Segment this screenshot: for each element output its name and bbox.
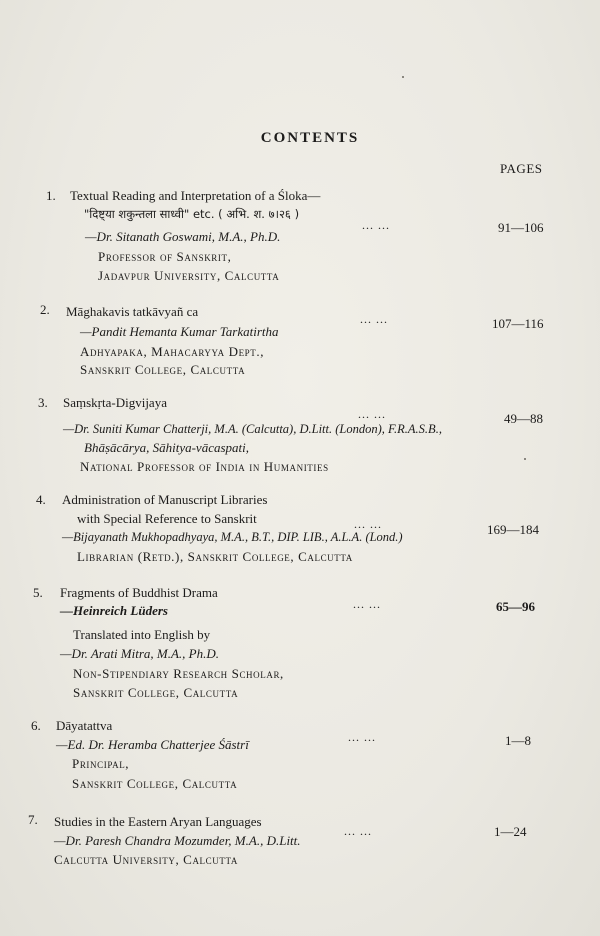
entry-leader-dots: ... ... bbox=[344, 824, 372, 838]
pages-column-label: PAGES bbox=[500, 161, 543, 176]
entry-translator: —Dr. Arati Mitra, M.A., Ph.D. bbox=[60, 646, 220, 661]
entry-pages: 65—96 bbox=[496, 599, 535, 614]
entry-number: 5. bbox=[33, 585, 43, 600]
entry-affiliation-line: National Professor of India in Humanities bbox=[80, 459, 329, 474]
entry-title: Studies in the Eastern Aryan Languages bbox=[54, 814, 262, 829]
entry-number: 6. bbox=[31, 718, 41, 733]
entry-author: —Dr. Sitanath Goswami, M.A., Ph.D. bbox=[85, 229, 281, 244]
entry-title: Textual Reading and Interpretation of a Śloka— bbox=[70, 188, 321, 203]
entry-leader-dots: ... ... bbox=[362, 218, 390, 232]
paper-speck bbox=[402, 76, 404, 78]
entry-author: —Pandit Hemanta Kumar Tarkatirtha bbox=[80, 324, 279, 339]
entry-leader-dots: ... ... bbox=[358, 407, 386, 421]
entry-pages: 49—88 bbox=[504, 411, 543, 426]
entry-pages: 91—106 bbox=[498, 220, 544, 235]
entry-affiliation-line: Librarian (Retd.), Sanskrit College, Calcutta bbox=[77, 549, 353, 564]
entry-affiliation-line: Non-Stipendiary Research Scholar, bbox=[73, 666, 284, 681]
entry-affiliation-line: Principal, bbox=[72, 756, 130, 771]
entry-title: Dāyatattva bbox=[56, 718, 113, 733]
entry-affiliation-line: Sanskrit College, Calcutta bbox=[80, 362, 246, 377]
entry-subtitle: with Special Reference to Sanskrit bbox=[77, 511, 257, 526]
entry-affiliation-line: Jadavpur University, Calcutta bbox=[98, 268, 280, 283]
entry-pages: 107—116 bbox=[492, 316, 544, 331]
entry-title: Saṃskṛta-Digvijaya bbox=[63, 395, 167, 410]
entry-leader-dots: ... ... bbox=[354, 517, 382, 531]
entry-author: —Heinreich Lüders bbox=[60, 603, 168, 618]
entry-subtitle: "दिष्ट्या शकुन्तला साध्वी" etc. ( अभि. श. ७।२६ ) bbox=[84, 207, 300, 221]
entry-translated-label: Translated into English by bbox=[73, 627, 211, 642]
entry-title: Fragments of Buddhist Drama bbox=[60, 585, 218, 600]
entry-title: Administration of Manuscript Libraries bbox=[62, 492, 268, 507]
entry-number: 1. bbox=[46, 188, 56, 203]
entry-affiliation-line: Sanskrit College, Calcutta bbox=[73, 685, 239, 700]
entry-affiliation-line: Calcutta University, Calcutta bbox=[54, 852, 238, 867]
entry-number: 2. bbox=[40, 302, 50, 317]
entry-number: 7. bbox=[28, 812, 38, 827]
entry-author: —Ed. Dr. Heramba Chatterjee Śāstrī bbox=[56, 737, 249, 752]
entry-author: —Dr. Suniti Kumar Chatterji, M.A. (Calcutta), D.Litt. (London), F.R.A.S.B., bbox=[63, 422, 442, 436]
page-title: CONTENTS bbox=[260, 130, 360, 146]
entry-affiliation-line: Sanskrit College, Calcutta bbox=[72, 776, 238, 791]
paper-speck bbox=[524, 458, 526, 460]
entry-author: —Bijayanath Mukhopadhyaya, M.A., B.T., DIP. LIB., A.L.A. (Lond.) bbox=[62, 530, 403, 544]
entry-leader-dots: ... ... bbox=[348, 730, 376, 744]
entry-leader-dots: ... ... bbox=[353, 597, 381, 611]
entry-affiliation-line: Professor of Sanskrit, bbox=[98, 249, 232, 264]
entry-leader-dots: ... ... bbox=[360, 312, 388, 326]
entry-pages: 169—184 bbox=[487, 522, 539, 537]
entry-author-titles: Bhāṣācārya, Sāhitya-vācaspati, bbox=[84, 440, 249, 455]
entry-pages: 1—8 bbox=[505, 733, 531, 748]
entry-number: 3. bbox=[38, 395, 48, 410]
entry-number: 4. bbox=[36, 492, 46, 507]
entry-pages: 1—24 bbox=[494, 824, 527, 839]
entry-title: Māghakavis tatkāvyañ ca bbox=[66, 304, 199, 319]
entry-affiliation-line: Adhyapaka, Mahacaryya Dept., bbox=[80, 344, 265, 359]
entry-author: —Dr. Paresh Chandra Mozumder, M.A., D.Litt. bbox=[54, 833, 301, 848]
